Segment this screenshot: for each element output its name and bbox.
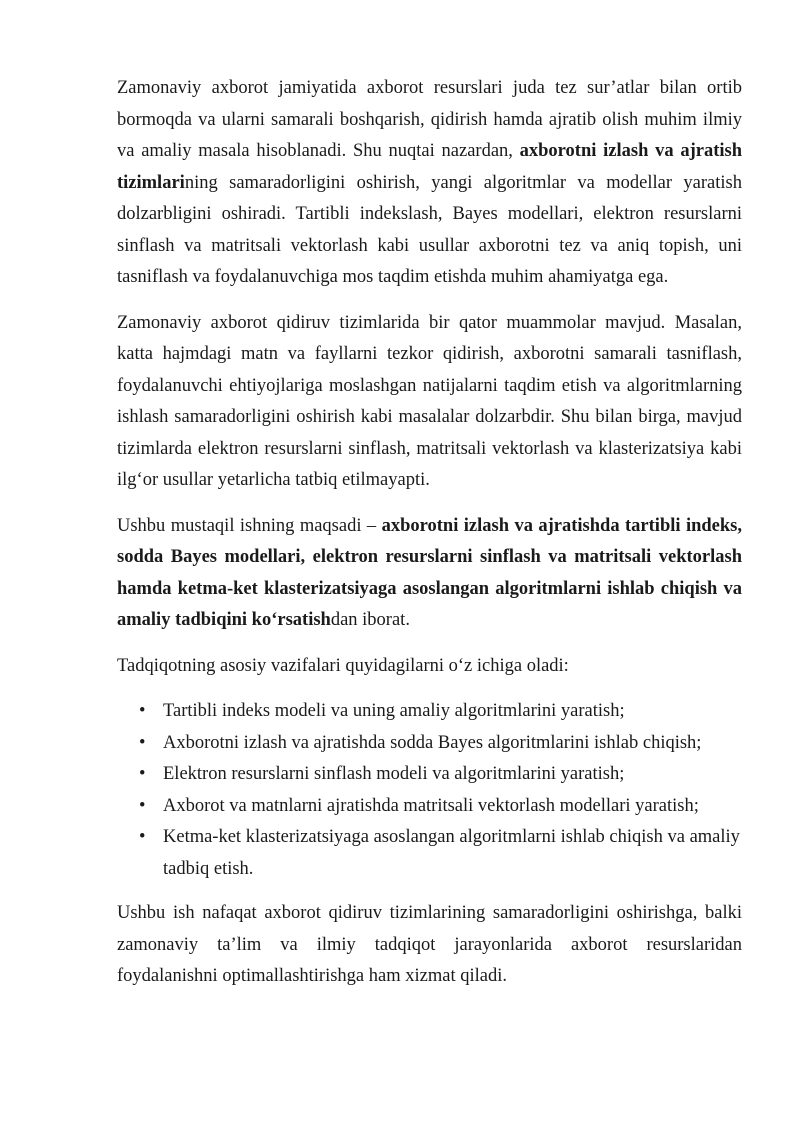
list-item — [117, 759, 742, 791]
goal-text-before: Ushbu mustaqil ishning maqsadi – — [117, 515, 382, 536]
list-item-text: Tartibli indeks modeli va uning amaliy algoritmlarini yaratish; — [163, 701, 625, 721]
list-item-text: Ketma-ket klasterizatsiyaga asoslangan algoritmlarni ishlab chiqish va amaliy tadbiq etish. — [163, 827, 740, 879]
tasks-intro-paragraph: Tadqiqotning asosiy vazifalari quyidagilarni o‘z ichiga oladi: — [117, 655, 569, 676]
list-item — [117, 696, 742, 728]
bullet-icon: • — [139, 701, 146, 721]
intro-bold-phrase: axborotni izlash va ajratish tizimlari — [117, 141, 742, 193]
bullet-icon: • — [139, 827, 146, 847]
problems-paragraph: Zamonaviy axborot qidiruv tizimlarida bir qator muammolar mavjud. Masalan, katta hajmdagi matn va fayllarni tezkor qidirish, axborotni samarali tasniflash, foydalanuvchi ehtiyojlariga moslashgan natijalarni taqdim etish va algoritmlarning ishlash samaradorligini oshirish kabi masalalar dolzarbdir. Shu bilan birga, mavjud tizimlarda elektron resurslarni sinflash, matritsali vektorlash va klasterizatsiya kabi ilg‘or usullar yetarlicha tatbiq etilmayapti. — [117, 312, 742, 490]
intro-paragraph — [117, 73, 742, 294]
list-item — [117, 791, 742, 823]
bullet-icon: • — [139, 764, 146, 784]
goal-paragraph — [117, 511, 742, 637]
list-item-text: Axborot va matnlarni ajratishda matritsali vektorlash modellari yaratish; — [163, 795, 699, 816]
bullet-icon: • — [139, 795, 146, 816]
tasks-list — [117, 696, 742, 885]
list-item — [117, 728, 742, 760]
intro-text-after: ning samaradorligini oshirish, yangi algoritmlar va modellar yaratish dolzarbligini oshiradi. Tartibli indekslash, Bayes modellari, elektron resurslarni sinflash va matritsali vektorlash kabi usullar axborotni tez va aniq topish, uni tasniflash va foydalanuvchiga mos taqdim etishda muhim ahamiyatga ega. — [117, 172, 742, 287]
list-item-text: Axborotni izlash va ajratishda sodda Bayes algoritmlarini ishlab chiqish; — [163, 732, 702, 753]
list-item-text: Elektron resurslarni sinflash modeli va algoritmlarini yaratish; — [163, 764, 625, 784]
bullet-icon: • — [139, 732, 146, 753]
goal-text-after: dan iborat. — [330, 610, 410, 630]
intro-text-before: Zamonaviy axborot jamiyatida axborot resurslari juda tez sur’atlar bilan ortib bormoqda va ularni samarali boshqarish, qidirish hamda ajratib olish muhim ilmiy va amaliy masala hisoblanadi. Shu nuqtai nazardan, — [117, 78, 742, 161]
conclusion-paragraph: Ushbu ish nafaqat axborot qidiruv tizimlarining samaradorligini oshirishga, balki zamonaviy ta’lim va ilmiy tadqiqot jarayonlarida axborot resurslaridan foydalanishni optimallashtirishga ham xizmat qiladi. — [117, 903, 742, 986]
list-item — [117, 822, 742, 885]
goal-bold-phrase: axborotni izlash va ajratishda tartibli indeks, sodda Bayes modellari, elektron resurslarni sinflash va matritsali vektorlash hamda ketma-ket klasterizatsiyaga asoslangan algoritmlarni ishlab chiqish va amaliy tadbiqini ko‘rsatish — [117, 515, 742, 630]
document-body — [117, 73, 742, 1007]
